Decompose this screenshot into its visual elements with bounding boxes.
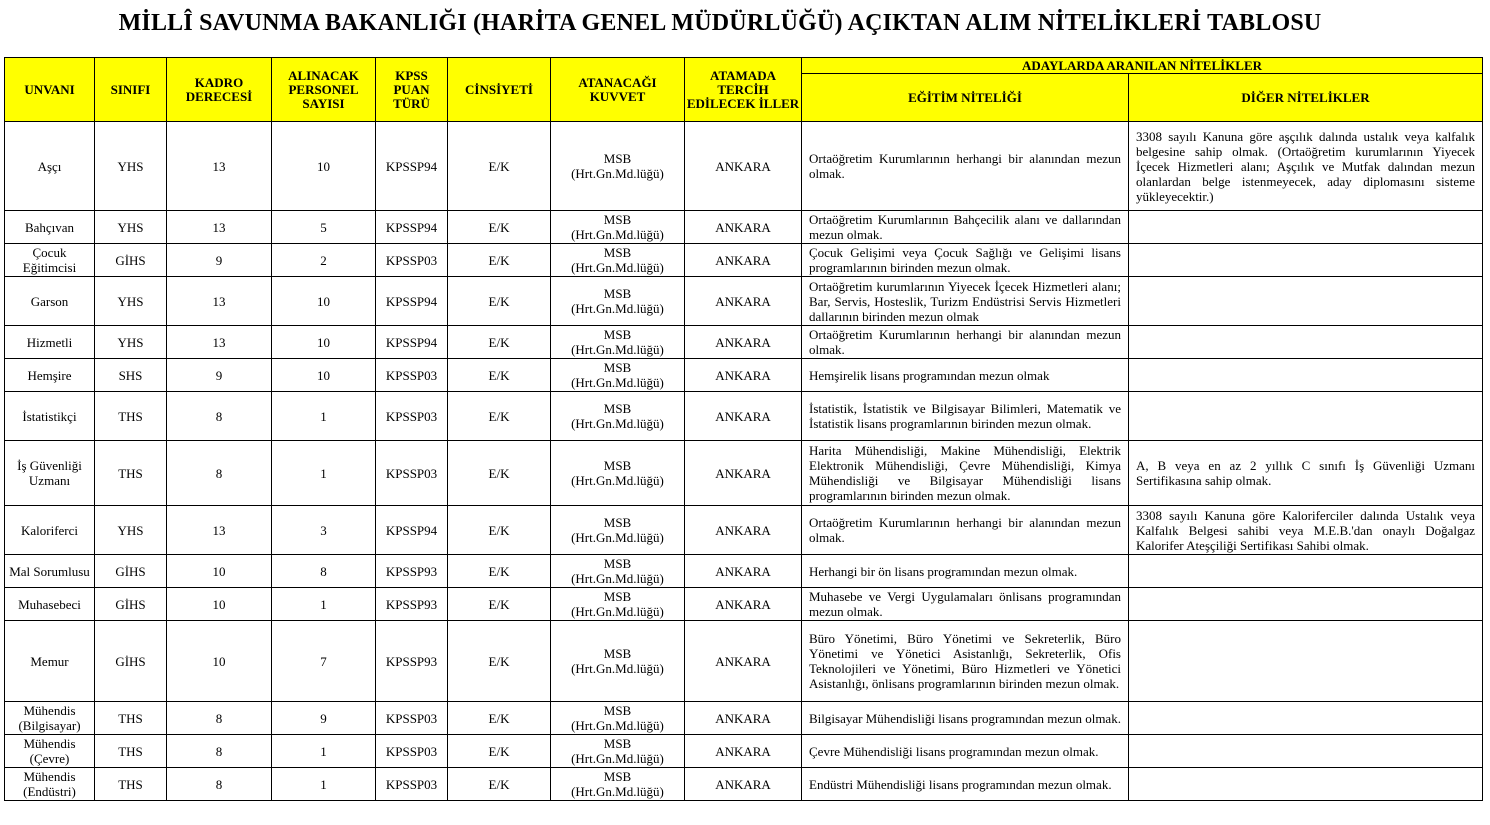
cell-cinsiyet: E/K bbox=[448, 122, 551, 211]
cell-kpss-puan-turu: KPSSP03 bbox=[376, 735, 448, 768]
cell-il: ANKARA bbox=[685, 277, 802, 326]
cell-kadro-derecesi: 13 bbox=[167, 277, 272, 326]
table-row bbox=[5, 621, 1483, 702]
cell-cinsiyet: E/K bbox=[448, 768, 551, 801]
cell-personel-sayisi: 1 bbox=[272, 588, 376, 621]
table-row bbox=[5, 244, 1483, 277]
table-body bbox=[5, 122, 1483, 801]
kuvvet-unit: (Hrt.Gn.Md.lüğü) bbox=[571, 416, 664, 431]
cell-kpss-puan-turu: KPSSP93 bbox=[376, 588, 448, 621]
cell-cinsiyet: E/K bbox=[448, 326, 551, 359]
cell-unvan: İş Güvenliği Uzmanı bbox=[5, 441, 95, 506]
kuvvet-unit: (Hrt.Gn.Md.lüğü) bbox=[571, 604, 664, 619]
cell-cinsiyet: E/K bbox=[448, 277, 551, 326]
cell-il: ANKARA bbox=[685, 506, 802, 555]
cell-il: ANKARA bbox=[685, 392, 802, 441]
cell-personel-sayisi: 8 bbox=[272, 555, 376, 588]
cell-personel-sayisi: 5 bbox=[272, 211, 376, 244]
kuvvet-unit: (Hrt.Gn.Md.lüğü) bbox=[571, 301, 664, 316]
header-sinifi: SINIFI bbox=[95, 58, 167, 122]
cell-sinif: YHS bbox=[95, 506, 167, 555]
cell-cinsiyet: E/K bbox=[448, 621, 551, 702]
kuvvet-name: MSB bbox=[603, 151, 632, 166]
cell-diger-nitelikler bbox=[1129, 326, 1483, 359]
cell-sinif: GİHS bbox=[95, 555, 167, 588]
table-row bbox=[5, 326, 1483, 359]
cell-il: ANKARA bbox=[685, 326, 802, 359]
kuvvet-unit: (Hrt.Gn.Md.lüğü) bbox=[571, 227, 664, 242]
header-egitim-niteligi: EĞİTİM NİTELİĞİ bbox=[802, 74, 1129, 122]
cell-kuvvet bbox=[551, 555, 685, 588]
kuvvet-name: MSB bbox=[603, 769, 632, 784]
cell-egitim-niteligi: Harita Mühendisliği, Makine Mühendisliği, Elektrik Elektronik Mühendisliği, Çevre Mühendisliği, Kimya Mühendisliği ve Bilgisayar Mühendisliği lisans programlarının birinden mezun olmak. bbox=[802, 441, 1129, 506]
cell-kuvvet bbox=[551, 244, 685, 277]
cell-unvan: Mühendis (Bilgisayar) bbox=[5, 702, 95, 735]
cell-kuvvet bbox=[551, 122, 685, 211]
cell-personel-sayisi: 3 bbox=[272, 506, 376, 555]
cell-cinsiyet: E/K bbox=[448, 392, 551, 441]
cell-sinif: THS bbox=[95, 735, 167, 768]
cell-kuvvet bbox=[551, 277, 685, 326]
cell-unvan: Mal Sorumlusu bbox=[5, 555, 95, 588]
cell-il: ANKARA bbox=[685, 441, 802, 506]
cell-sinif: SHS bbox=[95, 359, 167, 392]
cell-egitim-niteligi: Muhasebe ve Vergi Uygulamaları önlisans programından mezun olmak. bbox=[802, 588, 1129, 621]
kuvvet-unit: (Hrt.Gn.Md.lüğü) bbox=[571, 751, 664, 766]
cell-unvan: İstatistikçi bbox=[5, 392, 95, 441]
cell-kadro-derecesi: 8 bbox=[167, 768, 272, 801]
cell-unvan: Mühendis (Çevre) bbox=[5, 735, 95, 768]
cell-il: ANKARA bbox=[685, 768, 802, 801]
cell-egitim-niteligi: İstatistik, İstatistik ve Bilgisayar Bilimleri, Matematik ve İstatistik lisans programlarının birinden mezun olmak. bbox=[802, 392, 1129, 441]
header-kpss-puan-turu: KPSS PUAN TÜRÜ bbox=[376, 58, 448, 122]
kuvvet-unit: (Hrt.Gn.Md.lüğü) bbox=[571, 473, 664, 488]
cell-kuvvet bbox=[551, 621, 685, 702]
cell-kuvvet bbox=[551, 211, 685, 244]
cell-diger-nitelikler: 3308 sayılı Kanuna göre aşçılık dalında ustalık veya kalfalık belgesine sahip olmak. (Ortaöğretim kurumlarının Yiyecek İçecek Hizmetleri alanı; Aşçılık ve Mutfak dalından mezun olanlardan belge istenmeyecek, aday diplomasını sisteme yükleyecektir.) bbox=[1129, 122, 1483, 211]
cell-kuvvet bbox=[551, 735, 685, 768]
cell-personel-sayisi: 2 bbox=[272, 244, 376, 277]
cell-unvan: Garson bbox=[5, 277, 95, 326]
cell-il: ANKARA bbox=[685, 359, 802, 392]
cell-diger-nitelikler bbox=[1129, 588, 1483, 621]
cell-diger-nitelikler bbox=[1129, 621, 1483, 702]
recruitment-table bbox=[4, 57, 1483, 801]
cell-cinsiyet: E/K bbox=[448, 441, 551, 506]
cell-sinif: THS bbox=[95, 441, 167, 506]
kuvvet-unit: (Hrt.Gn.Md.lüğü) bbox=[571, 166, 664, 181]
table-row bbox=[5, 392, 1483, 441]
cell-kuvvet bbox=[551, 441, 685, 506]
cell-diger-nitelikler: A, B veya en az 2 yıllık C sınıfı İş Güvenliği Uzmanı Sertifikasına sahip olmak. bbox=[1129, 441, 1483, 506]
cell-il: ANKARA bbox=[685, 244, 802, 277]
cell-kpss-puan-turu: KPSSP03 bbox=[376, 702, 448, 735]
cell-egitim-niteligi: Ortaöğretim kurumlarının Yiyecek İçecek Hizmetleri alanı; Bar, Servis, Hosteslik, Turizm Endüstrisi Servis Hizmetleri dallarının birinden mezun olmak bbox=[802, 277, 1129, 326]
header-tercih-iller: ATAMADA TERCİH EDİLECEK İLLER bbox=[685, 58, 802, 122]
cell-kpss-puan-turu: KPSSP03 bbox=[376, 441, 448, 506]
cell-cinsiyet: E/K bbox=[448, 244, 551, 277]
cell-diger-nitelikler bbox=[1129, 211, 1483, 244]
cell-cinsiyet: E/K bbox=[448, 359, 551, 392]
cell-kpss-puan-turu: KPSSP03 bbox=[376, 392, 448, 441]
cell-kpss-puan-turu: KPSSP94 bbox=[376, 506, 448, 555]
kuvvet-name: MSB bbox=[603, 589, 632, 604]
cell-egitim-niteligi: Endüstri Mühendisliği lisans programından mezun olmak. bbox=[802, 768, 1129, 801]
cell-kuvvet bbox=[551, 588, 685, 621]
cell-cinsiyet: E/K bbox=[448, 702, 551, 735]
cell-diger-nitelikler bbox=[1129, 359, 1483, 392]
cell-diger-nitelikler bbox=[1129, 277, 1483, 326]
cell-personel-sayisi: 1 bbox=[272, 441, 376, 506]
cell-kpss-puan-turu: KPSSP94 bbox=[376, 211, 448, 244]
cell-unvan: Aşçı bbox=[5, 122, 95, 211]
cell-kpss-puan-turu: KPSSP94 bbox=[376, 277, 448, 326]
cell-diger-nitelikler bbox=[1129, 392, 1483, 441]
cell-il: ANKARA bbox=[685, 555, 802, 588]
table-row bbox=[5, 122, 1483, 211]
cell-sinif: YHS bbox=[95, 211, 167, 244]
kuvvet-unit: (Hrt.Gn.Md.lüğü) bbox=[571, 661, 664, 676]
cell-kuvvet bbox=[551, 326, 685, 359]
cell-kadro-derecesi: 13 bbox=[167, 506, 272, 555]
header-aranilan-nitelikler: ADAYLARDA ARANILAN NİTELİKLER bbox=[802, 58, 1483, 74]
kuvvet-name: MSB bbox=[603, 515, 632, 530]
table-row bbox=[5, 359, 1483, 392]
cell-egitim-niteligi: Hemşirelik lisans programından mezun olmak bbox=[802, 359, 1129, 392]
cell-kuvvet bbox=[551, 768, 685, 801]
kuvvet-name: MSB bbox=[603, 556, 632, 571]
cell-kuvvet bbox=[551, 702, 685, 735]
cell-personel-sayisi: 1 bbox=[272, 768, 376, 801]
kuvvet-name: MSB bbox=[603, 736, 632, 751]
cell-egitim-niteligi: Çevre Mühendisliği lisans programından mezun olmak. bbox=[802, 735, 1129, 768]
cell-diger-nitelikler: 3308 sayılı Kanuna göre Kaloriferciler dalında Ustalık veya Kalfalık Belgesi sahibi veya M.E.B.'dan onaylı Doğalgaz Kalorifer Ateşçiliği Sertifikası Sahibi olmak. bbox=[1129, 506, 1483, 555]
table-row bbox=[5, 588, 1483, 621]
cell-cinsiyet: E/K bbox=[448, 555, 551, 588]
table-row bbox=[5, 506, 1483, 555]
cell-kpss-puan-turu: KPSSP03 bbox=[376, 768, 448, 801]
cell-kuvvet bbox=[551, 506, 685, 555]
kuvvet-unit: (Hrt.Gn.Md.lüğü) bbox=[571, 718, 664, 733]
header-diger-nitelikler: DİĞER NİTELİKLER bbox=[1129, 74, 1483, 122]
kuvvet-name: MSB bbox=[603, 360, 632, 375]
cell-kadro-derecesi: 8 bbox=[167, 441, 272, 506]
cell-il: ANKARA bbox=[685, 122, 802, 211]
cell-kadro-derecesi: 13 bbox=[167, 326, 272, 359]
cell-unvan: Memur bbox=[5, 621, 95, 702]
cell-kpss-puan-turu: KPSSP94 bbox=[376, 122, 448, 211]
cell-personel-sayisi: 1 bbox=[272, 392, 376, 441]
cell-egitim-niteligi: Herhangi bir ön lisans programından mezun olmak. bbox=[802, 555, 1129, 588]
kuvvet-name: MSB bbox=[603, 401, 632, 416]
kuvvet-unit: (Hrt.Gn.Md.lüğü) bbox=[571, 260, 664, 275]
cell-kpss-puan-turu: KPSSP03 bbox=[376, 244, 448, 277]
cell-kpss-puan-turu: KPSSP93 bbox=[376, 621, 448, 702]
cell-sinif: GİHS bbox=[95, 588, 167, 621]
cell-kadro-derecesi: 8 bbox=[167, 702, 272, 735]
table-row bbox=[5, 702, 1483, 735]
cell-il: ANKARA bbox=[685, 702, 802, 735]
cell-kadro-derecesi: 8 bbox=[167, 735, 272, 768]
cell-sinif: THS bbox=[95, 768, 167, 801]
cell-unvan: Kaloriferci bbox=[5, 506, 95, 555]
page-title: MİLLÎ SAVUNMA BAKANLIĞI (HARİTA GENEL MÜDÜRLÜĞÜ) AÇIKTAN ALIM NİTELİKLERİ TABLOSU bbox=[118, 10, 1322, 36]
cell-kpss-puan-turu: KPSSP03 bbox=[376, 359, 448, 392]
table-row bbox=[5, 277, 1483, 326]
kuvvet-name: MSB bbox=[603, 327, 632, 342]
cell-kuvvet bbox=[551, 359, 685, 392]
cell-cinsiyet: E/K bbox=[448, 211, 551, 244]
kuvvet-unit: (Hrt.Gn.Md.lüğü) bbox=[571, 342, 664, 357]
cell-unvan: Hemşire bbox=[5, 359, 95, 392]
cell-kuvvet bbox=[551, 392, 685, 441]
kuvvet-name: MSB bbox=[603, 458, 632, 473]
table-row bbox=[5, 555, 1483, 588]
cell-kadro-derecesi: 10 bbox=[167, 588, 272, 621]
cell-unvan: Bahçıvan bbox=[5, 211, 95, 244]
table-row bbox=[5, 441, 1483, 506]
cell-unvan: Çocuk Eğitimcisi bbox=[5, 244, 95, 277]
cell-cinsiyet: E/K bbox=[448, 735, 551, 768]
cell-diger-nitelikler bbox=[1129, 244, 1483, 277]
cell-diger-nitelikler bbox=[1129, 768, 1483, 801]
kuvvet-name: MSB bbox=[603, 212, 632, 227]
header-alinacak-personel: ALINACAK PERSONEL SAYISI bbox=[272, 58, 376, 122]
cell-egitim-niteligi: Büro Yönetimi, Büro Yönetimi ve Sekreterlik, Büro Yönetimi ve Yönetici Asistanlığı, Sekreterlik, Ofis Teknolojileri ve Yönetimi, Büro Hizmetleri ve Yönetici Asistanlığı, önlisans programlarının birinden mezun olmak. bbox=[802, 621, 1129, 702]
kuvvet-unit: (Hrt.Gn.Md.lüğü) bbox=[571, 530, 664, 545]
header-atanacagi-kuvvet: ATANACAĞI KUVVET bbox=[551, 58, 685, 122]
cell-personel-sayisi: 10 bbox=[272, 122, 376, 211]
table-row bbox=[5, 735, 1483, 768]
cell-egitim-niteligi: Bilgisayar Mühendisliği lisans programından mezun olmak. bbox=[802, 702, 1129, 735]
cell-diger-nitelikler bbox=[1129, 555, 1483, 588]
cell-unvan: Mühendis (Endüstri) bbox=[5, 768, 95, 801]
cell-kpss-puan-turu: KPSSP93 bbox=[376, 555, 448, 588]
header-cinsiyeti: CİNSİYETİ bbox=[448, 58, 551, 122]
cell-sinif: YHS bbox=[95, 277, 167, 326]
cell-diger-nitelikler bbox=[1129, 702, 1483, 735]
cell-kadro-derecesi: 13 bbox=[167, 211, 272, 244]
kuvvet-unit: (Hrt.Gn.Md.lüğü) bbox=[571, 784, 664, 799]
kuvvet-name: MSB bbox=[603, 703, 632, 718]
cell-cinsiyet: E/K bbox=[448, 506, 551, 555]
cell-cinsiyet: E/K bbox=[448, 588, 551, 621]
cell-il: ANKARA bbox=[685, 735, 802, 768]
cell-egitim-niteligi: Ortaöğretim Kurumlarının Bahçecilik alanı ve dallarından mezun olmak. bbox=[802, 211, 1129, 244]
cell-egitim-niteligi: Ortaöğretim Kurumlarının herhangi bir alanından mezun olmak. bbox=[802, 122, 1129, 211]
cell-sinif: THS bbox=[95, 702, 167, 735]
cell-egitim-niteligi: Ortaöğretim Kurumlarının herhangi bir alanından mezun olmak. bbox=[802, 506, 1129, 555]
cell-personel-sayisi: 10 bbox=[272, 326, 376, 359]
cell-personel-sayisi: 1 bbox=[272, 735, 376, 768]
cell-sinif: THS bbox=[95, 392, 167, 441]
kuvvet-unit: (Hrt.Gn.Md.lüğü) bbox=[571, 571, 664, 586]
kuvvet-unit: (Hrt.Gn.Md.lüğü) bbox=[571, 375, 664, 390]
cell-sinif: YHS bbox=[95, 326, 167, 359]
cell-il: ANKARA bbox=[685, 621, 802, 702]
cell-personel-sayisi: 10 bbox=[272, 277, 376, 326]
cell-personel-sayisi: 7 bbox=[272, 621, 376, 702]
cell-personel-sayisi: 9 bbox=[272, 702, 376, 735]
kuvvet-name: MSB bbox=[603, 646, 632, 661]
cell-unvan: Muhasebeci bbox=[5, 588, 95, 621]
cell-kadro-derecesi: 10 bbox=[167, 621, 272, 702]
cell-egitim-niteligi: Ortaöğretim Kurumlarının herhangi bir alanından mezun olmak. bbox=[802, 326, 1129, 359]
table-row bbox=[5, 211, 1483, 244]
kuvvet-name: MSB bbox=[603, 245, 632, 260]
cell-kadro-derecesi: 8 bbox=[167, 392, 272, 441]
cell-kadro-derecesi: 9 bbox=[167, 359, 272, 392]
cell-kadro-derecesi: 9 bbox=[167, 244, 272, 277]
cell-unvan: Hizmetli bbox=[5, 326, 95, 359]
header-unvani: UNVANI bbox=[5, 58, 95, 122]
cell-egitim-niteligi: Çocuk Gelişimi veya Çocuk Sağlığı ve Gelişimi lisans programlarının birinden mezun olmak. bbox=[802, 244, 1129, 277]
cell-kadro-derecesi: 10 bbox=[167, 555, 272, 588]
cell-sinif: YHS bbox=[95, 122, 167, 211]
header-kadro-derecesi: KADRO DERECESİ bbox=[167, 58, 272, 122]
cell-sinif: GİHS bbox=[95, 244, 167, 277]
cell-il: ANKARA bbox=[685, 588, 802, 621]
cell-diger-nitelikler bbox=[1129, 735, 1483, 768]
cell-kpss-puan-turu: KPSSP94 bbox=[376, 326, 448, 359]
kuvvet-name: MSB bbox=[603, 286, 632, 301]
cell-kadro-derecesi: 13 bbox=[167, 122, 272, 211]
cell-il: ANKARA bbox=[685, 211, 802, 244]
cell-sinif: GİHS bbox=[95, 621, 167, 702]
cell-personel-sayisi: 10 bbox=[272, 359, 376, 392]
table-row bbox=[5, 768, 1483, 801]
